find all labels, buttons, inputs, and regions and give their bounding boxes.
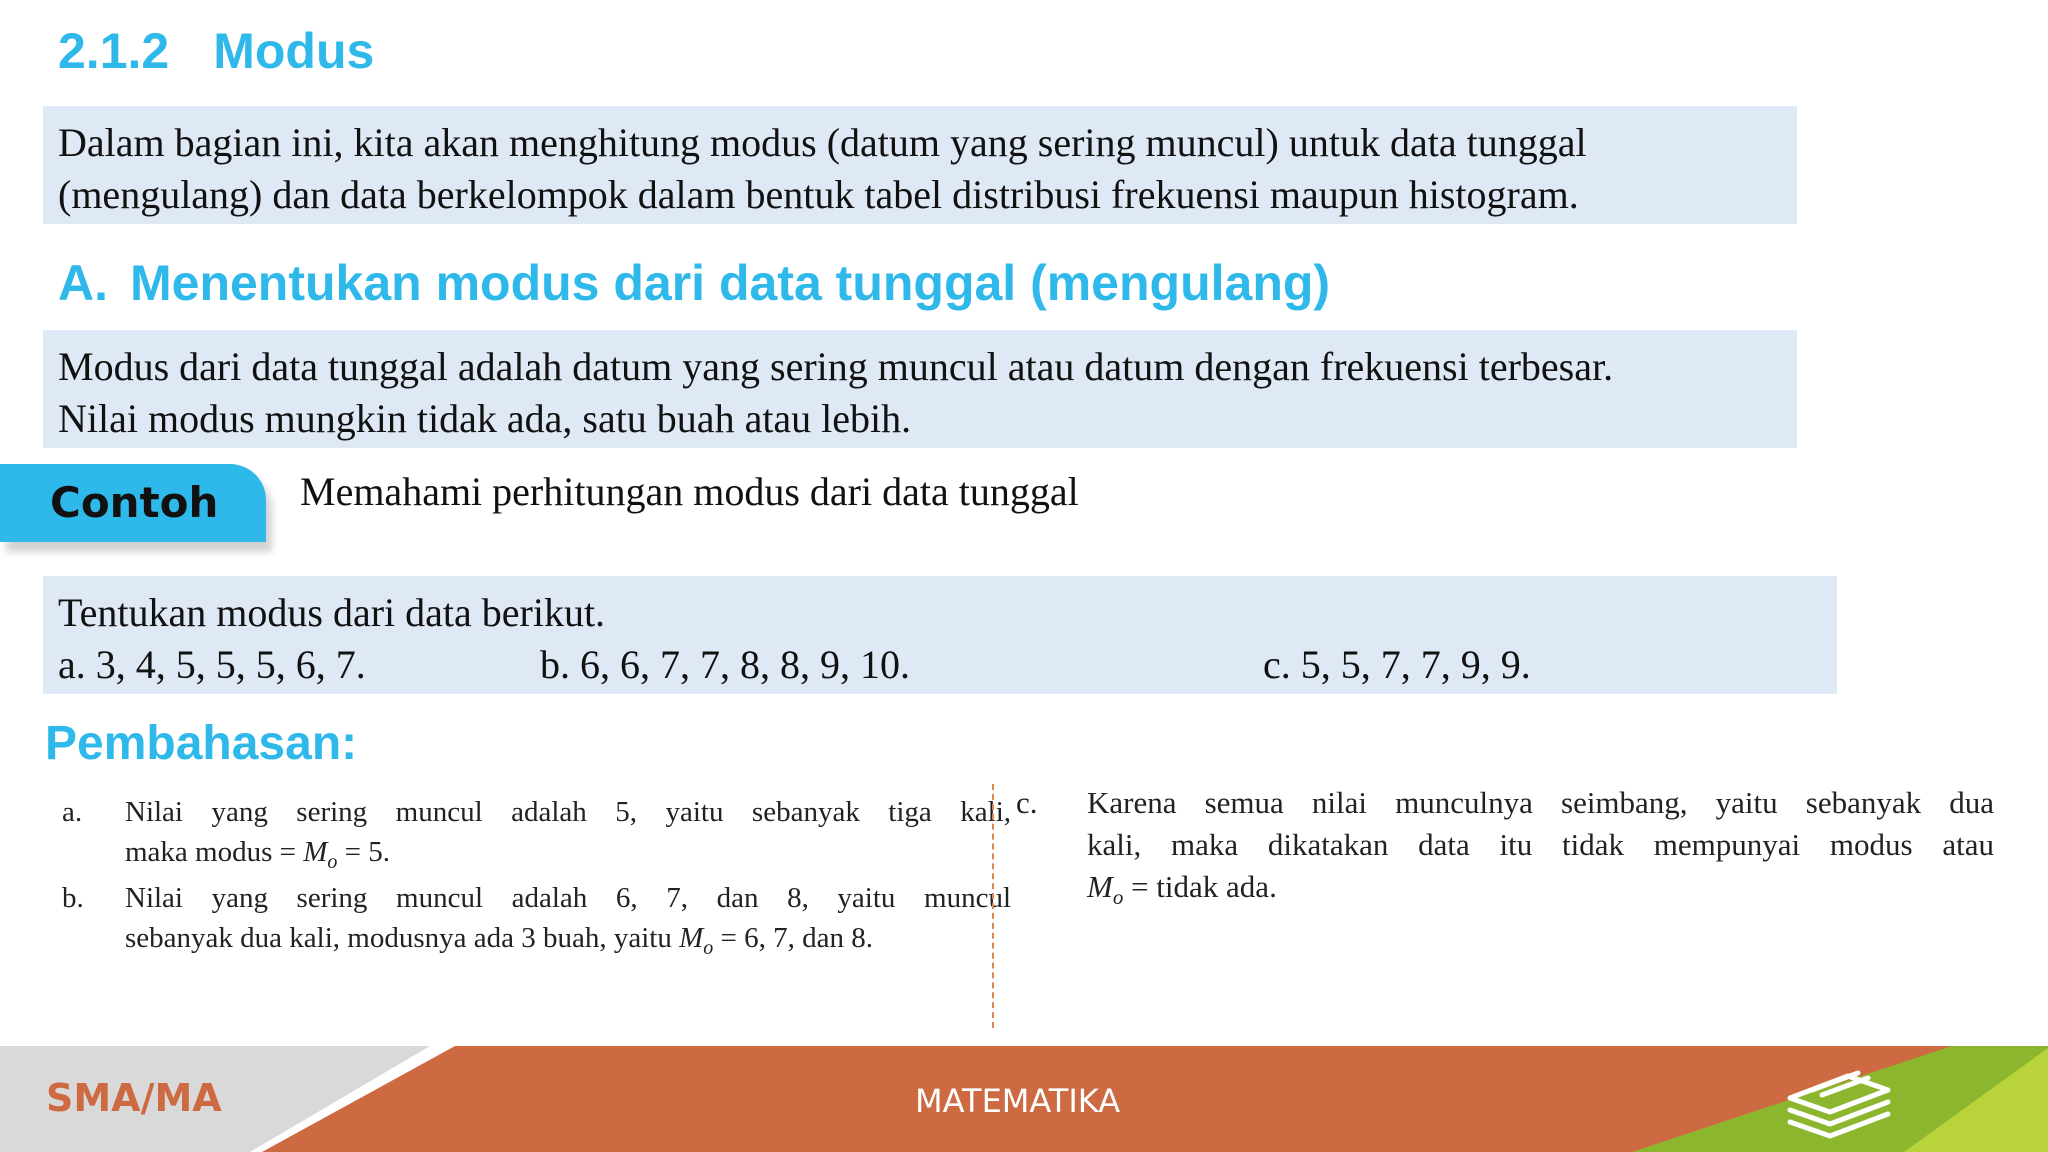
solution-c-line-1: Karena semua nilai munculnya seimbang, yaitu sebanyak dua — [1087, 785, 1994, 820]
example-item-a: a. 3, 4, 5, 5, 5, 6, 7. — [58, 642, 366, 687]
solution-c-text — [1087, 782, 1994, 918]
intro-line-2: (mengulang) dan data berkelompok dalam bentuk tabel distribusi frekuensi maupun histogram. — [58, 172, 1579, 217]
solution-c — [1016, 782, 1996, 912]
definition-line-1: Modus dari data tunggal adalah datum yang sering muncul atau datum dengan frekuensi terbesar. — [58, 344, 1614, 389]
intro-box — [43, 106, 1797, 224]
example-box — [43, 576, 1837, 694]
solution-b-line-2-pre: sebanyak dua kali, modusnya ada 3 buah, yaitu — [125, 922, 680, 954]
solution-c-subscript: o — [1112, 885, 1124, 910]
subsection-name: Menentukan modus dari data tunggal (mengulang) — [130, 255, 1331, 311]
example-tab-label: Contoh — [50, 478, 219, 527]
footer-subject-label: MATEMATIKA — [915, 1082, 1121, 1120]
solution-b-text — [125, 878, 1011, 968]
example-item-b: b. 6, 6, 7, 7, 8, 8, 9, 10. — [540, 642, 910, 687]
solution-b-label: b. — [62, 882, 84, 914]
column-divider — [992, 784, 994, 1028]
solution-c-symbol: M — [1087, 869, 1113, 904]
subsection-title — [58, 254, 1330, 312]
section-name: Modus — [213, 23, 375, 79]
solution-b-line-1: Nilai yang sering muncul adalah 6, 7, dan 8, yaitu muncul — [125, 882, 1011, 914]
solution-a-line-2 — [125, 832, 1011, 882]
solution-c-line-3 — [1087, 866, 1994, 918]
footer-bar — [0, 1046, 2048, 1152]
solution-a-line-2-pre: maka modus = — [125, 836, 304, 868]
solution-a-symbol: M — [303, 836, 328, 868]
definition-box — [43, 330, 1797, 448]
example-prompt: Tentukan modus dari data berikut. — [58, 590, 606, 635]
definition-line-2: Nilai modus mungkin tidak ada, satu buah atau lebih. — [58, 396, 912, 441]
example-item-c: c. 5, 5, 7, 7, 9, 9. — [1263, 642, 1531, 687]
example-description: Memahami perhitungan modus dari data tunggal — [300, 469, 1079, 514]
solution-a-subscript: o — [327, 850, 338, 873]
example-tab — [0, 464, 266, 542]
solution-b-line-2 — [125, 918, 1011, 968]
section-title — [58, 22, 374, 80]
solution-c-line-3-post: = tidak ada. — [1123, 869, 1277, 904]
solution-b-line-2-post: = 6, 7, dan 8. — [713, 922, 873, 954]
subsection-letter: A. — [58, 255, 108, 311]
solution-a-label: a. — [62, 796, 83, 828]
solution-heading: Pembahasan: — [45, 717, 358, 770]
solution-c-label: c. — [1016, 785, 1038, 820]
solution-a-line-2-post: = 5. — [337, 836, 391, 868]
solution-b-subscript: o — [703, 936, 714, 959]
section-number: 2.1.2 — [58, 23, 170, 79]
footer-school-label: SMA/MA — [46, 1076, 222, 1120]
solution-a — [62, 792, 1011, 876]
solution-a-text — [125, 792, 1011, 882]
intro-line-1: Dalam bagian ini, kita akan menghitung modus (datum yang sering muncul) untuk data tunggal — [58, 120, 1587, 165]
solution-b-symbol: M — [679, 922, 704, 954]
solution-b — [62, 878, 1011, 962]
solution-a-line-1: Nilai yang sering muncul adalah 5, yaitu sebanyak tiga kali, — [125, 796, 1011, 828]
solution-c-line-2: kali, maka dikatakan data itu tidak mempunyai modus atau — [1087, 827, 1994, 862]
